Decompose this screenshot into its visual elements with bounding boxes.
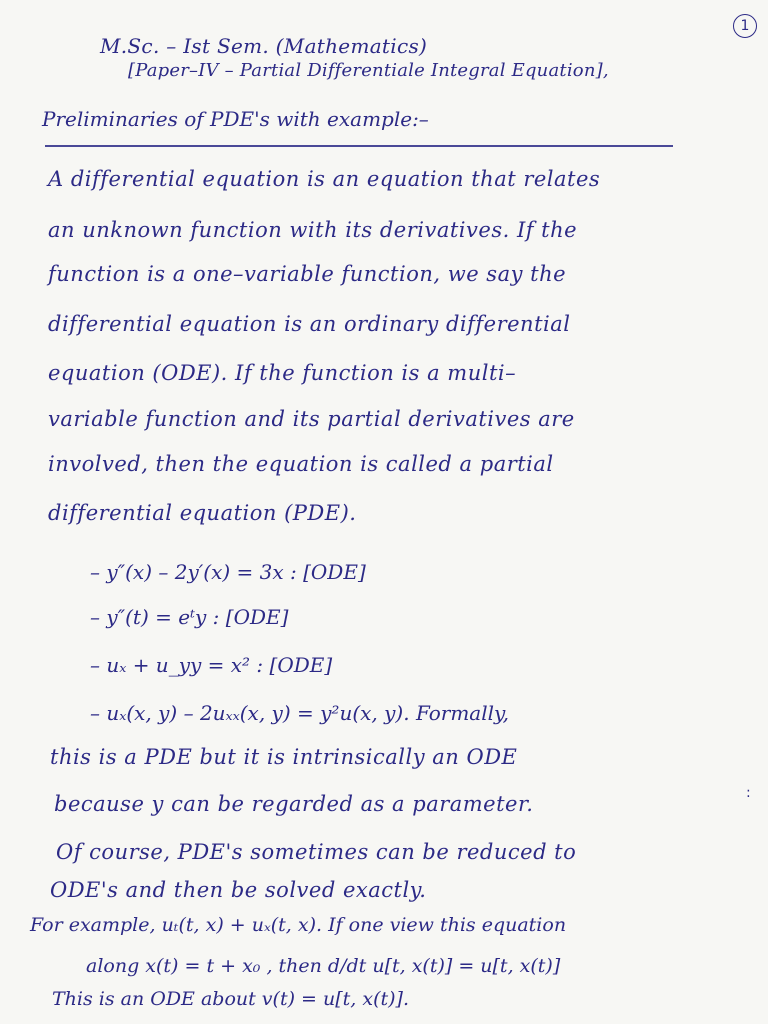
section-title: Preliminaries of PDE's with example:– bbox=[42, 107, 429, 131]
paragraph-line: equation (ODE). If the function is a multi– bbox=[48, 361, 517, 385]
paragraph-line: variable function and its partial derivatives are bbox=[48, 407, 575, 431]
paragraph-line: Of course, PDE's sometimes can be reduced to bbox=[56, 840, 577, 864]
paragraph-line: This is an ODE about v(t) = u[t, x(t)]. bbox=[52, 988, 409, 1010]
example-equation: – uₓ + u_yy = x² : [ODE] bbox=[90, 653, 333, 677]
paragraph-line: differential equation is an ordinary differential bbox=[48, 312, 571, 336]
paragraph-line: involved, then the equation is called a partial bbox=[48, 452, 554, 476]
example-equation: – y″(t) = eᵗy : [ODE] bbox=[90, 605, 289, 629]
paragraph-line: ODE's and then be solved exactly. bbox=[50, 878, 427, 902]
example-equation: – y″(x) – 2y′(x) = 3x : [ODE] bbox=[90, 560, 366, 584]
paragraph-line: this is a PDE but it is intrinsically an ODE bbox=[50, 745, 518, 769]
paragraph-line: A differential equation is an equation that relates bbox=[48, 167, 601, 191]
paper-heading: [Paper–IV – Partial Differentiale Integral Equation], bbox=[128, 60, 609, 81]
example-equation: – uₓ(x, y) – 2uₓₓ(x, y) = y²u(x, y). Formally, bbox=[90, 701, 510, 725]
paragraph-line: because y can be regarded as a parameter. bbox=[54, 792, 534, 816]
section-underline bbox=[45, 145, 673, 147]
course-heading: M.Sc. – Ist Sem. (Mathematics) bbox=[100, 34, 428, 58]
page-number: 1 bbox=[733, 14, 757, 38]
paragraph-line: For example, uₜ(t, x) + uₓ(t, x). If one view this equation bbox=[30, 914, 567, 936]
paragraph-line: function is a one–variable function, we say the bbox=[48, 262, 567, 286]
paragraph-line: differential equation (PDE). bbox=[48, 501, 357, 525]
paragraph-line: along x(t) = t + x₀ , then d/dt u[t, x(t)] = u[t, x(t)] bbox=[86, 955, 561, 977]
margin-mark: : bbox=[746, 785, 751, 801]
paragraph-line: an unknown function with its derivatives. If the bbox=[48, 218, 578, 242]
